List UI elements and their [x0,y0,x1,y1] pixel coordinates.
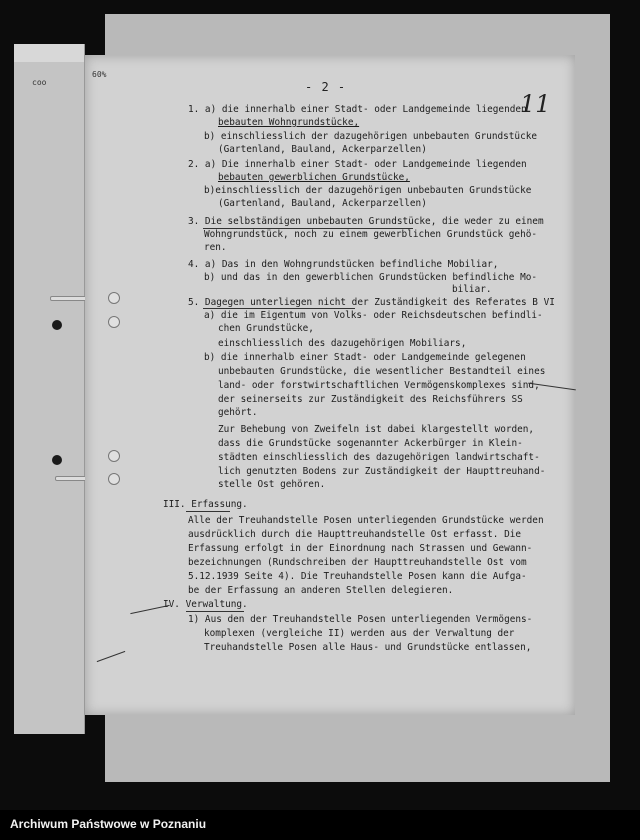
text-line: der seinerseits zur Zuständigkeit des Reichsführers SS [218,394,523,405]
text-line: 2. a) Die innerhalb einer Stadt- oder Landgemeinde liegenden [188,159,527,170]
text-line: 5. Dagegen unterliegen nicht der Zuständigkeit des Referates B VI [188,297,555,308]
section-heading: IV. Verwaltung. [163,599,248,610]
left-sheet-mark: coo [32,78,47,87]
text-line: städten einschliesslich des dazugehörigen landwirtschaft- [218,452,540,463]
section-heading: III. Erfassung. [163,499,248,510]
text-line: b) und das in den gewerblichen Grundstücken befindliche Mo- [204,272,538,283]
punch-hole [108,450,120,462]
text-line: ausdrücklich durch die Haupttreuhandstelle Ost erfasst. Die [188,529,522,540]
folio-number: 11 [520,90,551,118]
text-line: einschliesslich des dazugehörigen Mobiliars, [218,338,467,349]
punch-hole [108,292,120,304]
text-line: be der Erfassung an anderen Stellen delegieren. [188,585,454,596]
text-line: 5.12.1939 Seite 4). Die Treuhandstelle Posen kann die Aufga- [188,571,527,582]
text-line: biliar. [452,284,492,295]
text-line: Treuhandstelle Posen alle Haus- und Grundstücke entlassen, [204,642,532,653]
underline-mark [203,228,413,229]
left-sheet-tab [14,44,84,62]
text-line: b)einschliesslich der dazugehörigen unbebauten Grundstücke [204,185,532,196]
text-line: gehört. [218,407,258,418]
punch-hole [108,316,120,328]
text-line: komplexen (vergleiche II) werden aus der Verwaltung der [204,628,515,639]
text-line: 3. Die selbständigen unbebauten Grundstücke, die weder zu einem [188,216,544,227]
text-line: a) die im Eigentum von Volks- oder Reichsdeutschen befindli- [204,310,543,321]
text-line: bezeichnungen (Rundschreiben der Haupttreuhandstelle Ost vom [188,557,527,568]
text-line: b) die innerhalb einer Stadt- oder Landgemeinde gelegenen [204,352,526,363]
text-line: stelle Ost gehören. [218,479,326,490]
text-line: dass die Grundstücke sogenannter Ackerbürger in Klein- [218,438,523,449]
text-line: bebauten Wohngrundstücke, [218,117,360,128]
text-line: 1) Aus den der Treuhandstelle Posen unterliegenden Vermögens- [188,614,533,625]
text-line: (Gartenland, Bauland, Ackerparzellen) [218,198,427,209]
text-line: land- oder forstwirtschaftlichen Vermögenskomplexes sind, [218,380,540,391]
text-line: (Gartenland, Bauland, Ackerparzellen) [218,144,427,155]
punch-hole [52,320,62,330]
left-sheet [14,44,85,734]
text-line: lich genutzten Bodens zur Zuständigkeit der Haupttreuhand- [218,466,546,477]
text-line: 1. a) die innerhalb einer Stadt- oder Landgemeinde liegenden [188,104,527,115]
archive-name: Archiwum Państwowe w Poznaniu [10,817,207,831]
corner-mark: 60% [92,70,107,79]
punch-hole [52,455,62,465]
text-line: Zur Behebung von Zweifeln ist dabei klargestellt worden, [218,424,535,435]
text-line: Wohngrundstück, noch zu einem gewerblichen Grundstück gehö- [204,229,538,240]
underline-mark [186,511,230,512]
page-number: - 2 - [305,80,347,94]
text-line: b) einschliesslich der dazugehörigen unbebauten Grundstücke [204,131,538,142]
text-line: ren. [204,242,227,253]
text-line: Alle der Treuhandstelle Posen unterliegenden Grundstücke werden [188,515,544,526]
punch-hole [108,473,120,485]
text-line: 4. a) Das in den Wohngrundstücken befindliche Mobiliar, [188,259,499,270]
underline-mark [203,308,355,309]
text-line: unbebauten Grundstücke, die wesentlicher Bestandteil eines [218,366,546,377]
text-line: bebauten gewerblichen Grundstücke, [218,172,410,183]
text-line: chen Grundstücke, [218,323,314,334]
text-line: Erfassung erfolgt in der Einordnung nach Strassen und Gewann- [188,543,533,554]
underline-mark [186,611,244,612]
